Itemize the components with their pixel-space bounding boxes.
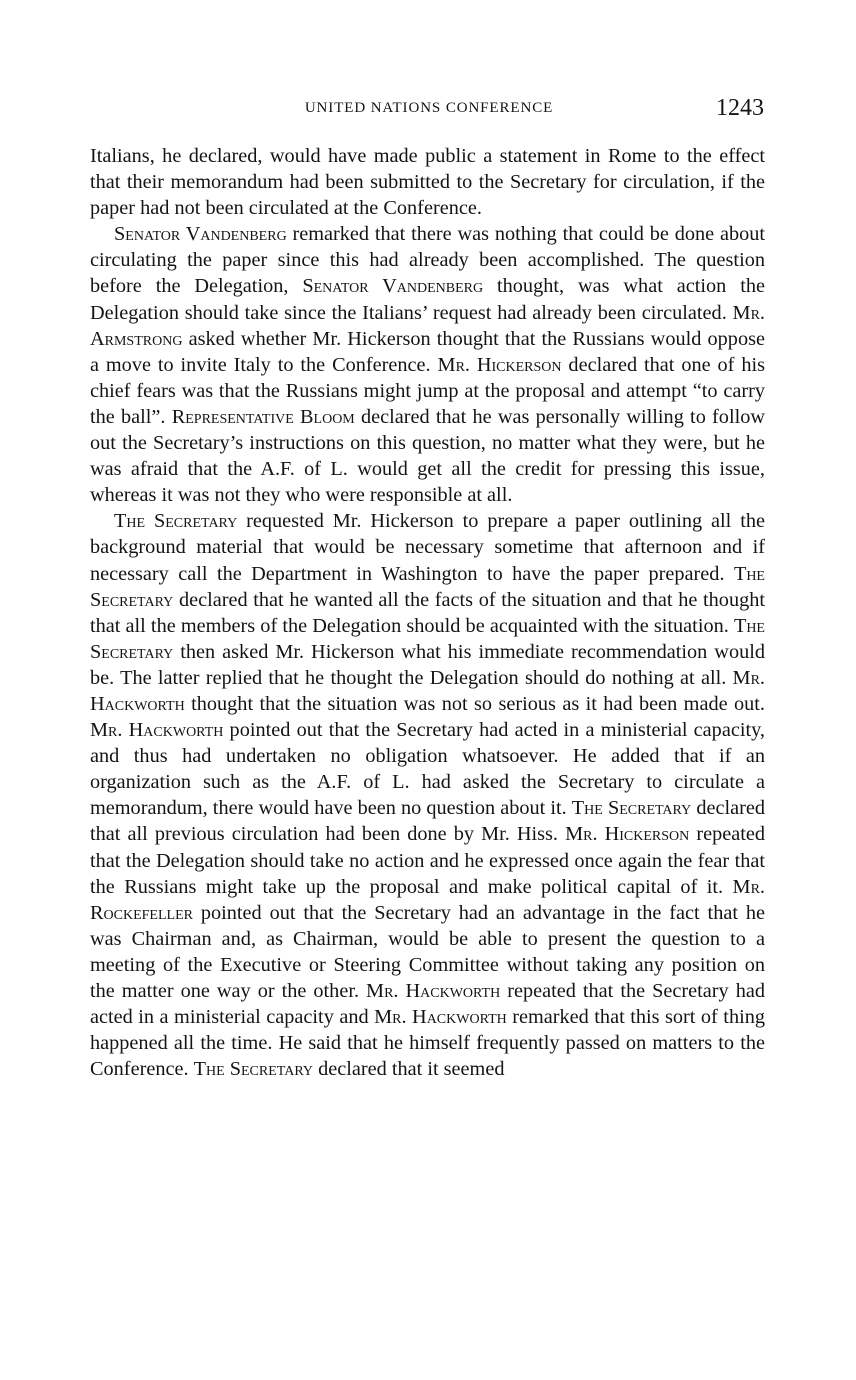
text-run: asked whether Mr. Hickerson thought that the Russians would oppose a move to invite Italy to the Conference.: [90, 327, 765, 376]
text-run: declared that all previous circulation had been done by Mr. Hiss.: [90, 797, 766, 846]
speaker-name: Mr. Rockefeller: [90, 875, 765, 924]
text-run: thought that the situation was not so serious as it had been made out.: [184, 692, 765, 715]
speaker-name: Mr. Hackworth: [90, 719, 224, 742]
paragraph: [90, 221, 765, 508]
text-run: remarked that there was nothing that could be done about circulating the paper since this had already been accomplished. The question before the Delegation,: [90, 223, 765, 298]
speaker-name: Representative Bloom: [171, 405, 355, 428]
text-run: declared that it seemed: [313, 1058, 505, 1081]
text-run: pointed out that the Secretary had acted in a ministerial capacity, and thus had undertaken no obligation whatsoever. He added that if an organization such as the A.F. of L. had asked the Secretary to circulate a memorandum, there would have been no question about it.: [90, 719, 765, 820]
text-run: remarked that this sort of thing happened all the time. He said that he himself frequently passed on matters to the Conference.: [90, 1006, 765, 1081]
text-run: Italians, he declared, would have made public a statement in Rome to the effect that their memorandum had been submitted to the Secretary for circulation, if the paper had not been circulated at the Conference.: [90, 145, 765, 220]
page-number: 1243: [716, 95, 764, 121]
text-run: declared that he was personally willing to follow out the Secretary’s instructions on this question, no matter what they were, but he was afraid that the A.F. of L. would get all the credit for pressing this issue, whereas it was not they who were responsible at all.: [90, 405, 766, 507]
text-run: requested Mr. Hickerson to prepare a paper outlining all the background material that would be necessary sometime that afternoon and if necessary call the Department in Washington to have the paper prepared.: [90, 510, 765, 585]
running-title: UNITED NATIONS CONFERENCE: [304, 100, 554, 116]
speaker-name: Mr. Hackworth: [374, 1006, 507, 1029]
body-text: [90, 143, 765, 1082]
text-run: pointed out that the Secretary had an advantage in the fact that he was Chairman and, as Chairman, would be able to present the question to a meeting of the Executive or Steering Committee without taking any position on the matter one way or the other.: [90, 901, 765, 1002]
speaker-name: Senator Vandenberg: [302, 275, 484, 298]
speaker-name: The Secretary: [90, 614, 765, 663]
text-run: repeated that the Delegation should take no action and he expressed once again the fear that the Russians might take up the proposal and make political capital of it.: [90, 823, 765, 898]
speaker-name: Mr. Hickerson: [437, 353, 562, 376]
speaker-name: Mr. Hickerson: [565, 823, 690, 846]
speaker-name: Senator Vandenberg: [114, 223, 287, 246]
speaker-name: The Secretary: [114, 510, 238, 533]
speaker-name: The Secretary: [193, 1058, 314, 1081]
speaker-name: The Secretary: [571, 797, 692, 820]
speaker-name: Mr. Hackworth: [366, 980, 501, 1002]
speaker-name: Mr. Armstrong: [90, 301, 765, 350]
speaker-name: The Secretary: [90, 562, 765, 611]
running-head: [90, 96, 768, 126]
speaker-name: Mr. Hackworth: [90, 666, 765, 715]
text-run: declared that he wanted all the facts of the situation and that he thought that all the members of the Delegation should be acquainted with the situation.: [90, 588, 765, 637]
text-run: declared that one of his chief fears was that the Russians might jump at the proposal and attempt “to carry the ball”.: [90, 353, 765, 428]
paragraph: [90, 143, 765, 221]
text-run: repeated that the Secretary had acted in a ministerial capacity and: [90, 980, 765, 1029]
paragraph: [90, 508, 765, 1082]
text-run: thought, was what action the Delegation should take since the Italians’ request had already been circulated.: [90, 275, 765, 324]
text-run: then asked Mr. Hickerson what his immediate recommendation would be. The latter replied that he thought the Delegation should do nothing at all.: [90, 640, 765, 689]
